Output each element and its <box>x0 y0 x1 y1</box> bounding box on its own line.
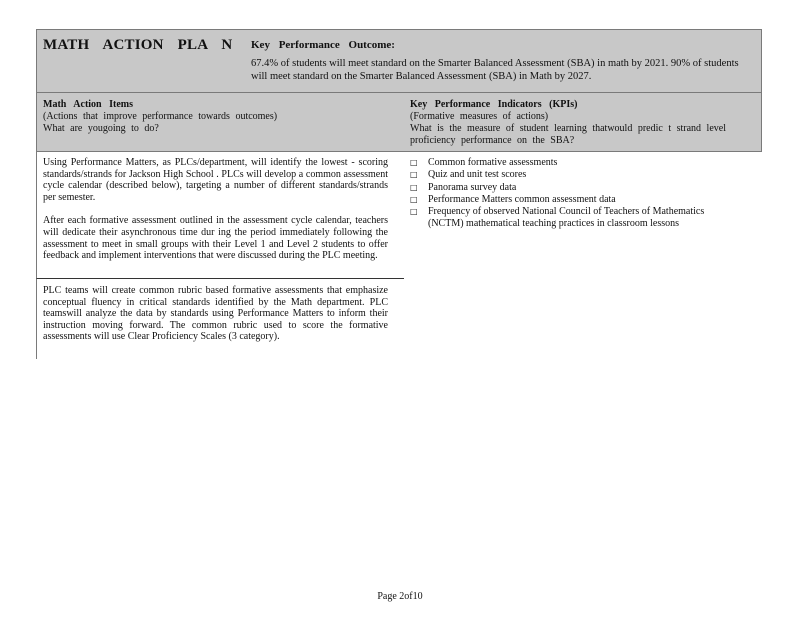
square-bullet-icon: □ <box>410 207 418 217</box>
action-item-paragraph: After each formative assessment outlined in the assessment cycle calendar, teachers will dedicate their asynchronous time dur ing the period immediately following the assessment to meet in small groups with their Level 1 and Level 2 students to offer feedback and implement interventions that were discussed during the PLC meeting. <box>43 215 388 262</box>
plan-title: MATH ACTION PLA N <box>43 37 233 53</box>
kpi-item-text: Performance Matters common assessment data <box>428 193 616 205</box>
kpi-header <box>410 99 755 147</box>
key-performance-outcome-label: Key Performance Outcome: <box>251 39 395 51</box>
action-item-cell <box>36 279 404 359</box>
action-items-header <box>43 99 403 135</box>
kpi-subtitle: (Formative measures of actions) <box>410 111 549 122</box>
square-bullet-icon: □ <box>410 194 418 204</box>
kpi-list-item <box>410 157 740 169</box>
action-item-paragraph: Using Performance Matters, as PLCs/department, will identify the lowest - scoring standards/strands for Jackson High School . PLCs will develop a common assessment cycle calendar (described below), targeting a number of different standards/strands per semester. <box>43 157 388 203</box>
kpi-item-text: Common formative assessments <box>428 157 558 168</box>
kpi-list-item <box>410 194 740 206</box>
square-bullet-icon: □ <box>410 182 418 192</box>
kpi-item-text: Quiz and unit test scores <box>428 169 527 181</box>
action-item-paragraph: PLC teams will create common rubric based formative assessments that emphasize conceptual fluency in critical standards identified by the Math department. PLC teamswill analyze the data by standards using Performance Matters to inform their instruction moving forward. The common rubric used to score the formative assessments will use Clear Proficiency Scales (3 category). <box>43 285 388 343</box>
kpi-list-item <box>410 182 740 194</box>
plan-header <box>36 29 762 93</box>
kpi-item-text: Panorama survey data <box>428 181 517 193</box>
action-item-cell <box>36 152 404 279</box>
kpi-title: Key Performance Indicators (KPIs) <box>410 99 578 110</box>
square-bullet-icon: □ <box>410 170 418 180</box>
action-items-title: Math Action Items <box>43 99 133 110</box>
square-bullet-icon: □ <box>410 158 418 167</box>
action-items-subtitle: (Actions that improve performance towards outcomes) <box>43 111 278 122</box>
kpi-list <box>410 157 740 231</box>
page-number: Page 2of10 <box>377 591 423 602</box>
column-headers <box>36 93 762 152</box>
kpi-list-item <box>410 206 740 231</box>
kpi-list-item <box>410 169 740 181</box>
kpi-question: What is the measure of student learning thatwould predic t strand level proficiency performance on the SBA? <box>410 123 726 146</box>
kpi-item-text: Frequency of observed National Council of Teachers of Mathematics (NCTM) mathematical teaching practices in classroom lessons <box>428 206 705 230</box>
action-items-question: What are yougoing to do? <box>43 123 159 134</box>
key-performance-outcome-text: 67.4% of students will meet standard on the Smarter Balanced Assessment (SBA) in math by 2021. 90% of students will meet standard on the Smarter Balanced Assessment (SBA) in Math by 2027. <box>251 58 739 82</box>
